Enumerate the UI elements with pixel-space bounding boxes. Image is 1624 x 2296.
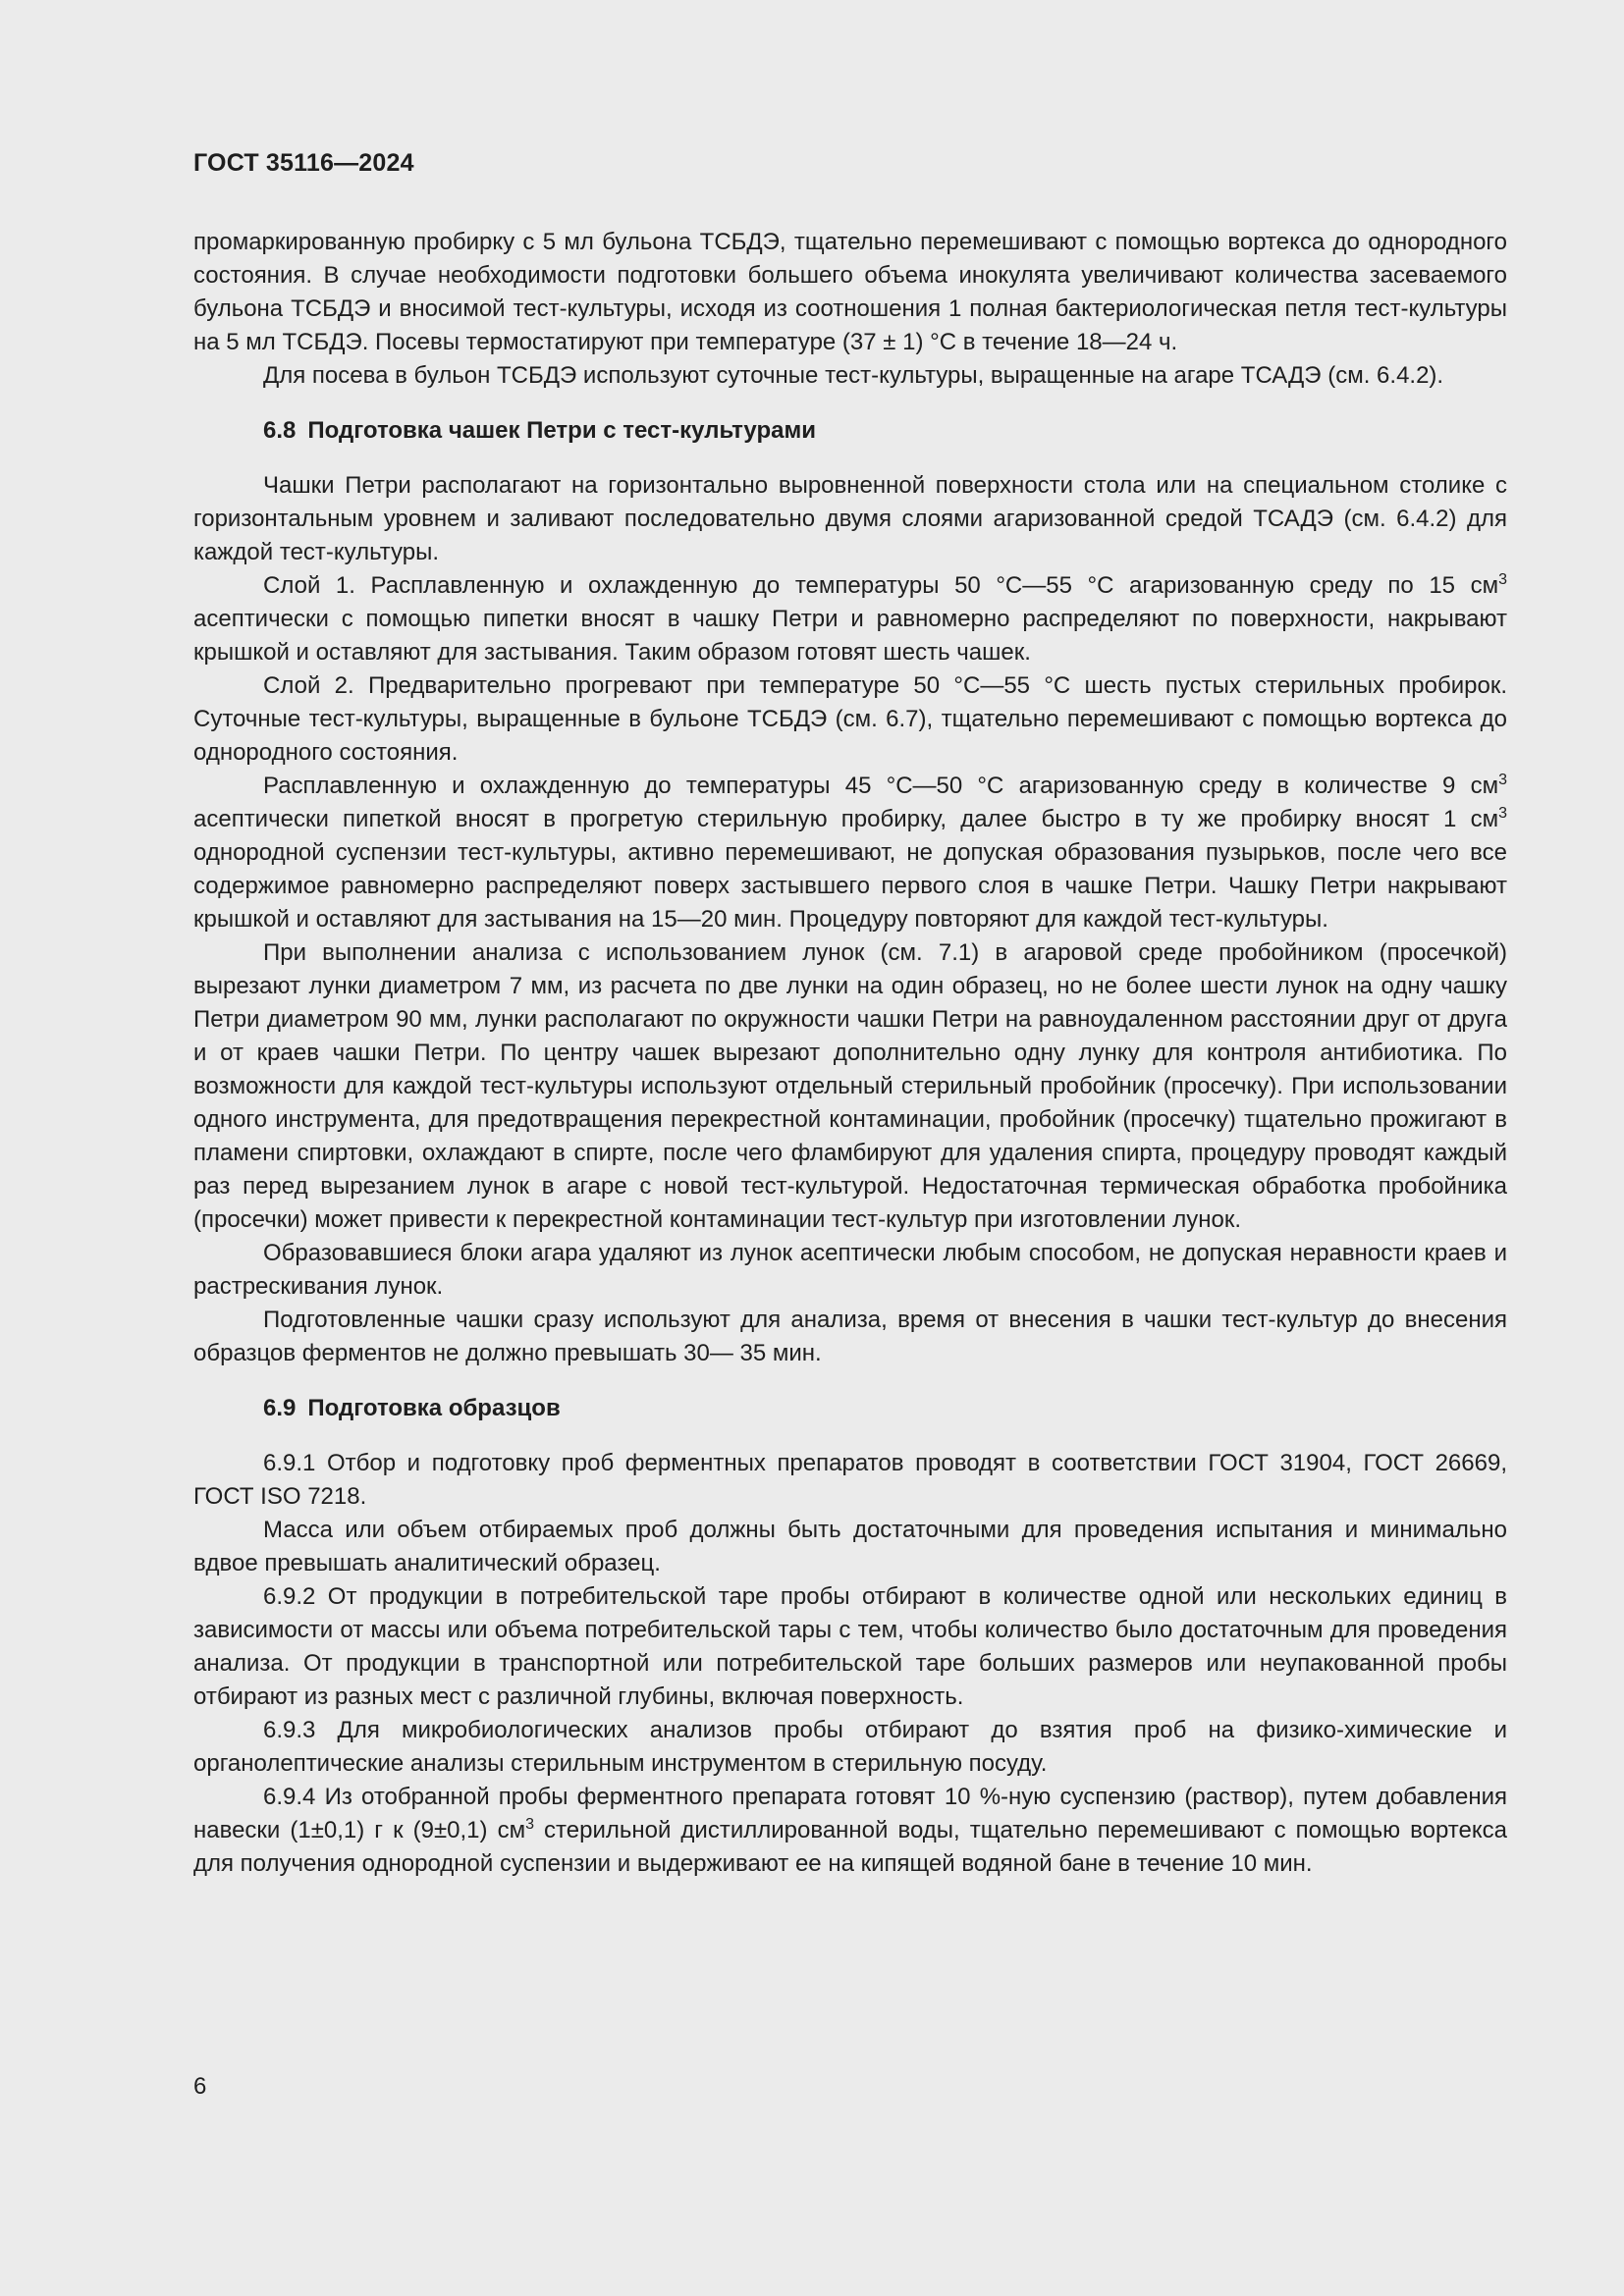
section-number: 6.9 [263, 1395, 297, 1421]
paragraph-prepared-plates: Подготовленные чашки сразу используют для анализа, время от внесения в чашки тест-культур до внесения образцов ферментов не должно превышать 30— 35 мин. [193, 1307, 1507, 1366]
paragraph-6-9-4: 6.9.4 Из отобранной пробы ферментного препарата готовят 10 %-ную суспензию (раствор), путем добавления навески (1±0,1) г к (9±0,1) $см^3$ стерильной дистиллированной воды, тщательно перемешивают с помощью вортекса для получения однородной суспензии и выдерживают ее на кипящей водяной бане в течение 10 мин. [193, 1784, 1507, 1877]
paragraph-petri-placement: Чашки Петри располагают на горизонтально выровненной поверхности стола или на специальном столике с горизонтальным уровнем и заливают последовательно двумя слоями агаризованной средой ТСАДЭ (см. 6.4.2) для каждой тест-культуры. [193, 472, 1507, 565]
paragraph-seeding-broth: Для посева в бульон ТСБДЭ используют суточные тест-культуры, выращенные на агаре ТСАДЭ (см. 6.4.2). [263, 362, 1444, 389]
section-title: Подготовка чашек Петри с тест-культурами [307, 417, 816, 444]
paragraph-layer-2: Слой 2. Предварительно прогревают при температуре 50 °С—55 °С шесть пустых стерильных пробирок. Суточные тест-культуры, выращенные в бульоне ТСБДЭ (см. 6.7), тщательно перемешивают с помощью вортекса до однородного состояния. [193, 672, 1507, 766]
section-heading-6-9 [263, 1392, 1507, 1425]
paragraph-agar-pouring: Расплавленную и охлажденную до температуры 45 °С—50 °С агаризованную среду в количестве 9 $см^3$ асептически пипеткой вносят в прогретую стерильную пробирку, далее быстро в ту же пробирку вносят 1 $см^3$ однородной суспензии тест-культуры, активно перемешивают, не допуская образования пузырьков, после чего все содержимое равномерно распределяют поверх застывшего первого слоя в чашке Петри. Чашку Петри накрывают крышкой и оставляют для застывания на 15—20 мин. Процедуру повторяют для каждой тест-культуры. [193, 772, 1507, 933]
paragraph-wells-cutting: При выполнении анализа с использованием лунок (см. 7.1) в агаровой среде пробойником (просечкой) вырезают лунки диаметром 7 мм, из расчета по две лунки на один образец, но не более шести лунок на одну чашку Петри диаметром 90 мм, лунки располагают по окружности чашки Петри на равноудаленном расстоянии друг от друга и от краев чашки Петри. По центру чашек вырезают дополнительно одну лунку для контроля антибиотика. По возможности для каждой тест-культуры используют отдельный стерильный пробойник (просечку). При использовании одного инструмента, для предотвращения перекрестной контаминации, пробойник (просечку) тщательно прожигают в пламени спиртовки, охлаждают в спирте, после чего фламбируют для удаления спирта, процедуру проводят каждый раз перед вырезанием лунок в агаре с новой тест-культурой. Недостаточная термическая обработка пробойника (просечки) может привести к перекрестной контаминации тест-культур при изготовлении лунок. [193, 939, 1507, 1233]
page-number: 6 [193, 2073, 207, 2100]
paragraph-6-9-2: 6.9.2 От продукции в потребительской таре пробы отбирают в количестве одной или нескольких единиц в зависимости от массы или объема потребительской тары с тем, чтобы количество было достаточным для проведения анализа. От продукции в транспортной или потребительской таре больших размеров или неупакованной пробы отбирают из разных мест с различной глубины, включая поверхность. [193, 1583, 1507, 1710]
paragraph-layer-1: Слой 1. Расплавленную и охлажденную до температуры 50 °С—55 °С агаризованную среду по 15 $см^3$ асептически с помощью пипетки вносят в чашку Петри и равномерно распределяют по поверхности, накрывают крышкой и оставляют для застывания. Таким образом готовят шесть чашек. [193, 571, 1507, 666]
paragraph-sample-mass: Масса или объем отбираемых проб должны быть достаточными для проведения испытания и минимально вдвое превышать аналитический образец. [193, 1517, 1507, 1576]
section-heading-6-8 [263, 414, 1507, 448]
paragraph-6-9-3: 6.9.3 Для микробиологических анализов пробы отбирают до взятия проб на физико-химические и органолептические анализы стерильным инструментом в стерильную посуду. [193, 1717, 1507, 1777]
paragraph-agar-blocks: Образовавшиеся блоки агара удаляют из лунок асептически любым способом, не допуская неравности краев и растрескивания лунок. [193, 1240, 1507, 1300]
page-body [193, 226, 1507, 1881]
section-title: Подготовка образцов [307, 1395, 561, 1421]
paragraph-6-9-1: 6.9.1 Отбор и подготовку проб ферментных препаратов проводят в соответствии ГОСТ 31904, ГОСТ 26669, ГОСТ ISO 7218. [193, 1450, 1507, 1510]
section-number: 6.8 [263, 417, 297, 444]
document-code-header: ГОСТ 35116—2024 [193, 149, 414, 177]
paragraph-inoculum-continued: промаркированную пробирку с 5 мл бульона ТСБДЭ, тщательно перемешивают с помощью вортекса до однородного состояния. В случае необходимости подготовки большего объема инокулята увеличивают количества засеваемого бульона ТСБДЭ и вносимой тест-культуры, исходя из соотношения 1 полная бактериологическая петля тест-культуры на 5 мл ТСБДЭ. Посевы термостатируют при температуре (37 ± 1) °С в течение 18—24 ч. [193, 229, 1507, 355]
